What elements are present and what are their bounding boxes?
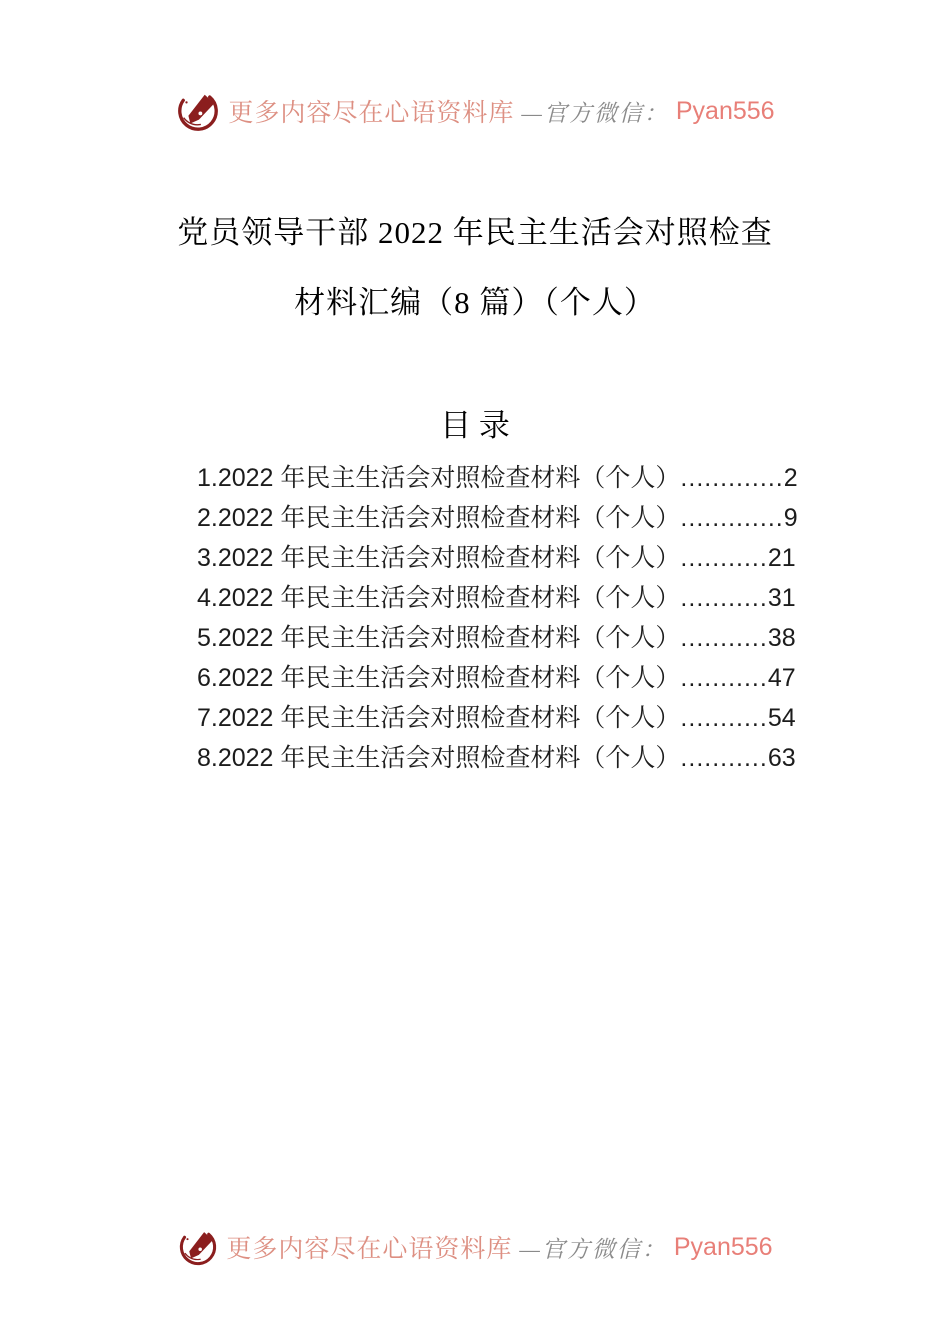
toc-entry[interactable] [197, 618, 825, 658]
toc-entry-dots: ........... [680, 624, 768, 652]
document-title-line2: 材料汇编（8 篇）（个人） [294, 285, 656, 320]
toc-entry-dots: ........... [680, 704, 768, 732]
toc-entry-page: 63 [767, 744, 796, 772]
watermark-brand-text: 更多内容尽在心语资料库 [228, 100, 515, 127]
toc-entry-label: 1.2022 年民主生活会对照检查材料（个人） [197, 464, 681, 492]
toc-entry-label: 8.2022 年民主生活会对照检查材料（个人） [197, 744, 681, 772]
watermark-separator-text: —官方微信： [519, 1236, 667, 1262]
toc-entry-dots: ............. [680, 464, 784, 492]
toc-list [197, 458, 825, 778]
toc-entry-dots: ........... [680, 584, 768, 612]
toc-entry[interactable] [197, 658, 825, 698]
toc-entry-dots: ........... [680, 544, 768, 572]
pen-logo-icon [175, 88, 221, 134]
toc-entry[interactable] [197, 458, 825, 498]
toc-entry[interactable] [197, 738, 825, 778]
toc-entry-dots: ............. [680, 504, 784, 532]
watermark-wechat-id: Pyan556 [675, 96, 775, 125]
toc-entry-dots: ........... [680, 664, 768, 692]
toc-entry-page: 2 [783, 464, 798, 492]
toc-entry-page: 21 [767, 544, 796, 572]
toc-entry-label: 2.2022 年民主生活会对照检查材料（个人） [197, 504, 681, 532]
toc-entry[interactable] [197, 578, 825, 618]
toc-entry-dots: ........... [680, 744, 768, 772]
watermark-brand-text: 更多内容尽在心语资料库 [226, 1236, 513, 1263]
pen-logo-icon [177, 1226, 219, 1268]
toc-entry-page: 47 [767, 664, 796, 692]
toc-entry-label: 6.2022 年民主生活会对照检查材料（个人） [197, 664, 681, 692]
document-title-line1: 党员领导干部 2022 年民主生活会对照检查 [177, 215, 773, 250]
toc-entry-page: 38 [767, 624, 796, 652]
toc-entry-page: 9 [783, 504, 798, 532]
toc-entry-page: 31 [767, 584, 796, 612]
watermark-separator-text: —官方微信： [521, 100, 669, 126]
toc-heading: 目 录 [440, 408, 510, 443]
footer-watermark [0, 1226, 950, 1268]
toc-entry-label: 4.2022 年民主生活会对照检查材料（个人） [197, 584, 681, 612]
watermark-wechat-id: Pyan556 [673, 1232, 773, 1261]
toc-entry-label: 7.2022 年民主生活会对照检查材料（个人） [197, 704, 681, 732]
toc-entry[interactable] [197, 538, 825, 578]
toc-entry-label: 3.2022 年民主生活会对照检查材料（个人） [197, 544, 681, 572]
toc-entry[interactable] [197, 498, 825, 538]
toc-entry[interactable] [197, 698, 825, 738]
header-watermark [0, 88, 950, 134]
toc-entry-page: 54 [767, 704, 796, 732]
document-title [0, 198, 950, 338]
toc-entry-label: 5.2022 年民主生活会对照检查材料（个人） [197, 624, 681, 652]
